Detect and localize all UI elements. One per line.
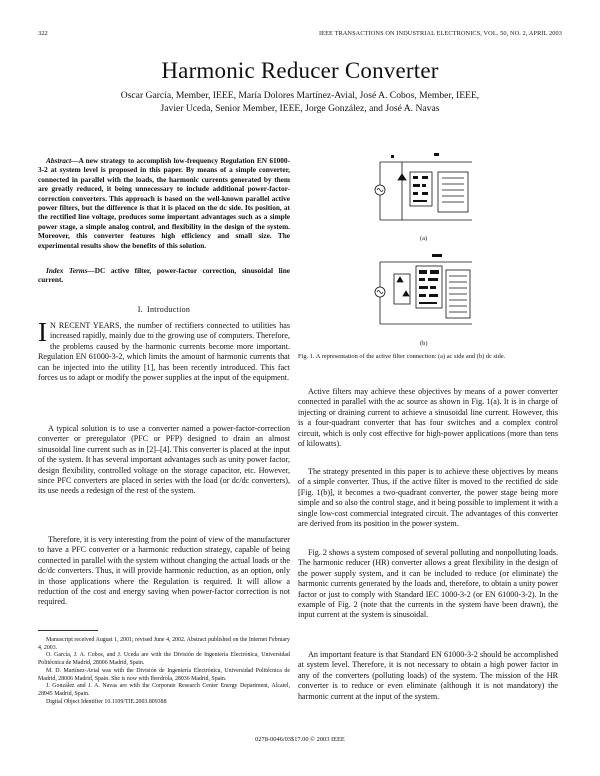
copyright-footer: 0278-0046/03$17.00 © 2003 IEEE	[255, 736, 345, 743]
index-terms-lead: Index Terms—	[46, 266, 95, 275]
intro-paragraph-1	[38, 317, 290, 383]
figure-1b-circuit	[372, 252, 482, 337]
author-line-2: Javier Uceda, Senior Member, IEEE, Jorge González, and José A. Navas	[160, 102, 440, 114]
page-number: 322	[38, 30, 48, 37]
paper-title: Harmonic Reducer Converter	[161, 58, 439, 83]
section-title: Introduction	[147, 305, 191, 314]
right-paragraph-2: The strategy presented in this paper is to achieve these objectives by means of a simple converter. Thus, if the active filter is moved to the rectified dc side [Fig. 1(b)], it becomes a two-quadrant converter, the power stage being more simple and so also the control stage, and it being possible to implement it with a single low-cost commercial integrated circuit. The advantages of this converter are derived from its position in the power system.	[298, 467, 558, 529]
footnote: M. D. Martínez-Avial was with the División de Ingeniería Electrónica, Universidad Politécnica de Madrid, 28006 Madrid, Spain. She is now with Iberdrola, 28036 Madrid, Spain.	[38, 667, 290, 682]
figure-1a-circuit	[372, 150, 482, 230]
footnotes	[38, 637, 290, 706]
intro-paragraph-3: Therefore, it is very interesting from the point of view of the manufacturer to have a PFC converter or a harmonic reduction strategy, capable of being connected in parallel with the system without changing the actual loads or the dc/dc converters. Thus, it will provide harmonic reduction, as an option, only in those applications where the Regulation is required. It will allow a reduction of the cost and energy saving when power-factor correction is not required.	[38, 535, 290, 607]
footnote: O. García, J. A. Cobos, and J. Uceda are with the División de Ingeniería Electrónica, Universidad Politécnica de Madrid, 28006 Madrid, Spain.	[38, 652, 290, 667]
footnote: J. González and J. A. Navas are with the Corporate Research Center Energy Department, Alcatel, 28045 Madrid, Spain.	[38, 683, 290, 697]
intro-paragraph-1-text: N RECENT YEARS, the number of rectifiers connected to utilities has increased rapidly, mainly due to the growing use of computers. Therefore, the problems caused by the harmonic currents become more important. Regulation EN 61000-3-2, which limits the amount of harmonic currents that can be injected into the utility [1], has been recently introduced. This fact forces us to adapt or modify the power supplies at the input of the equipment.	[38, 321, 290, 383]
right-paragraph-4: An important feature is that Standard EN 61000-3-2 should be accomplished at system level. Therefore, it is not necessary to obtain a high power factor in any of the converters (polluting loads) of the system. The mission of the HR converter is to reduce or even eliminate (although it is not mandatory) the harmonic current at the input of the system.	[298, 650, 558, 701]
figure-caption: Fig. 1. A representation of the active filter connection: (a) ac side and (b) dc side.	[298, 353, 506, 360]
footnote: Digital Object Identifier 10.1109/TIE.2003.809388	[46, 698, 167, 705]
journal-header: IEEE TRANSACTIONS ON INDUSTRIAL ELECTRONICS, VOL. 50, NO. 2, APRIL 2003	[318, 30, 562, 37]
abstract	[38, 156, 290, 250]
abstract-text: A new strategy to accomplish low-frequency Regulation EN 61000-3-2 at system level is proposed in this paper. By means of a simple converter, connected in parallel with the loads, the harmonic currents generated by them are greatly reduced, it being unnecessary to include additional power-factor-correction converters. This approach is based on the well-known parallel active power filters, but the difference is that it is placed on the dc side. Its position, at the rectified line voltage, produces some important advantages such as a simple power stage, a simple analog control, and flexibility in the design of the system. Moreover, this converter features high efficiency and small size. The experimental results show the benefits of this solution.	[38, 156, 290, 250]
author-line-1: Oscar García, Member, IEEE, María Dolores Martínez-Avial, José A. Cobos, Member, IEEE,	[120, 90, 480, 101]
author-list	[95, 90, 505, 115]
section-heading	[38, 305, 290, 314]
figure-1b-label: (b)	[420, 340, 428, 347]
footnote: Manuscript received August 1, 2001; revised June 4, 2002. Abstract published on the Internet February 4, 2003.	[38, 637, 290, 651]
abstract-lead: Abstract—	[46, 156, 79, 165]
intro-paragraph-2: A typical solution is to use a converter named a power-factor-correction converter or preregulator (PFC or PFP) designed to drain an almost sinusoidal line current such as in [2]–[4]. This converter is placed at the input of the system. It has several important advantages such as unity power factor, design flexibility, controlled voltage on the storage capacitor, etc. However, since PFC converters are placed in series with the load (or dc/dc converters), its use needs a redesign of the rest of the system.	[38, 424, 290, 496]
right-paragraph-1: Active filters may achieve these objectives by means of a power converter connected in parallel with the ac source as shown in Fig. 1(a). It is in charge of injecting or draining current to achieve a sinusoidal line current. However, this is a four-quadrant converter that has four switches and a complex control circuit, which is only cost effective for high-power applications (more than tens of kilowatts).	[298, 387, 558, 449]
right-paragraph-3: Fig. 2 shows a system composed of several polluting and nonpolluting loads. The harmonic reducer (HR) converter allows a great flexibility in the design of the power supply system, and it can be included to reduce (or eliminate) the harmonic currents generated by the loads and, therefore, to obtain a unity power factor or just to comply with Standard IEC 1000-3-2 (or EN 61000-3-2). In the example of Fig. 2 (note that the currents in the system have been drawn), the input current at the system is sinusoidal.	[298, 548, 558, 620]
drop-cap: I	[38, 317, 47, 347]
footnote-rule	[38, 630, 98, 631]
figure-1a-label: (a)	[420, 235, 428, 242]
section-number: I.	[137, 305, 144, 314]
index-terms-text: DC active filter, power-factor correction, sinusoidal line current.	[38, 266, 290, 285]
index-terms	[38, 266, 290, 285]
